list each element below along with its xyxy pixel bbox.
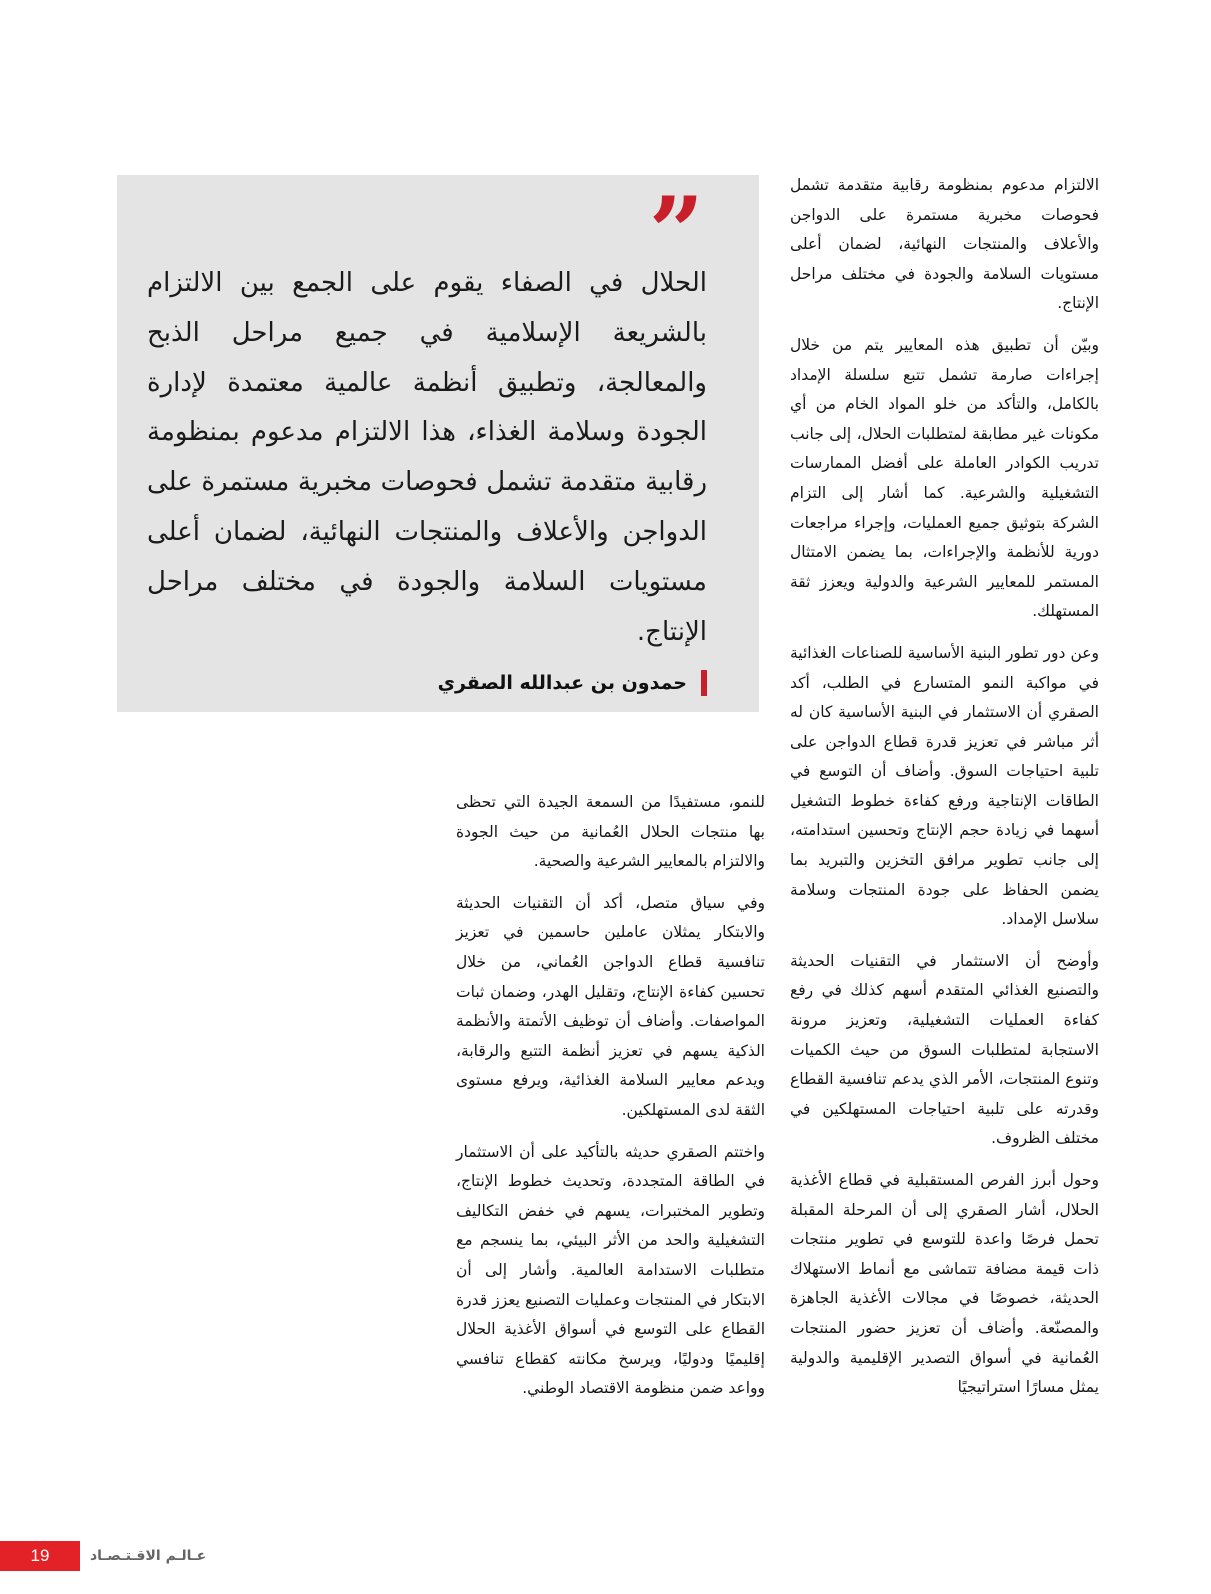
- pullquote-author: حمدون بن عبدالله الصقري: [437, 672, 687, 694]
- page-footer: [0, 1541, 206, 1571]
- pullquote-box: [117, 175, 759, 712]
- paragraph: الالتزام مدعوم بمنظومة رقابية متقدمة تشمل فحوصات مخبرية مستمرة على الدواجن والأعلاف والمنتجات النهائية، لضمان أعلى مستويات السلامة والجودة في مختلف مراحل الإنتاج.: [790, 176, 1099, 313]
- magazine-name: عـالـم الاقـتـصـاد: [90, 1548, 207, 1564]
- paragraph: واختتم الصقري حديثه بالتأكيد على أن الاستثمار في الطاقة المتجددة، وتحديث خطوط الإنتاج، وتطوير المختبرات، يسهم في خفض التكاليف التشغيلية والحد من الأثر البيئي، بما ينسجم مع متطلبات الاستدامة العالمية. وأشار إلى أن الابتكار في المنتجات وعمليات التصنيع يعزز قدرة القطاع على التوسع في أسواق الأغذية الحلال إقليميًا ودوليًا، ويرسخ مكانته كقطاع تنافسي وواعد ضمن منظومة الاقتصاد الوطني.: [456, 1142, 765, 1398]
- paragraph: وفي سياق متصل، أكد أن التقنيات الحديثة والابتكار يمثلان عاملين حاسمين في تعزيز تنافسية قطاع الدواجن العُماني، من خلال تحسين كفاءة الإنتاج، وتقليل الهدر، وضمان ثبات المواصفات. وأضاف أن توظيف الأتمتة والأنظمة الذكية يسهم في تعزيز أنظمة التتبع والرقابة، ويدعم معايير السلامة الغذائية، ويرفع مستوى الثقة لدى المستهلكين.: [456, 893, 765, 1119]
- pullquote-attribution: [438, 670, 707, 696]
- article-column-middle: [456, 788, 765, 1416]
- pullquote-text: الحلال في الصفاء يقوم على الجمع بين الالتزام بالشريعة الإسلامية في جميع مراحل الذبح والمعالجة، وتطبيق أنظمة عالمية معتمدة لإدارة الجودة وسلامة الغذاء، هذا الالتزام مدعوم بمنظومة رقابية متقدمة تشمل فحوصات مخبرية مستمرة على الدواجن والأعلاف والمنتجات النهائية، لضمان أعلى مستويات السلامة والجودة في مختلف مراحل الإنتاج.: [147, 268, 707, 647]
- paragraph: وعن دور تطور البنية الأساسية للصناعات الغذائية في مواكبة النمو المتسارع في الطلب، أكد الصقري أن الاستثمار في البنية الأساسية كان له أثر مباشر في تعزيز قدرة قطاع الدواجن على تلبية احتياجات السوق. وأضاف أن التوسع في الطاقات الإنتاجية ورفع كفاءة خطوط التشغيل أسهما في زيادة حجم الإنتاج وتحسين استدامته، إلى جانب تطوير مرافق التخزين والتبريد بما يضمن الحفاظ على جودة المنتجات وسلامة سلاسل الإمداد.: [790, 643, 1099, 929]
- article-column-right: [790, 171, 1099, 1415]
- paragraph: وأوضح أن الاستثمار في التقنيات الحديثة والتصنيع الغذائي المتقدم أسهم كذلك في رفع كفاءة العمليات التشغيلية، وتعزيز مرونة الاستجابة لمتطلبات السوق من حيث الكميات وتنوع المنتجات، الأمر الذي يدعم تنافسية القطاع وقدرته على تلبية احتياجات المستهلكين في مختلف الظروف.: [790, 951, 1099, 1148]
- attribution-bar: [701, 670, 707, 696]
- paragraph: وبيّن أن تطبيق هذه المعايير يتم من خلال إجراءات صارمة تشمل تتبع سلسلة الإمداد بالكامل، والتأكد من خلو المواد الخام من أي مكونات غير مطابقة لمتطلبات الحلال، إلى جانب تدريب الكوادر العاملة على أفضل الممارسات التشغيلية والشرعية. كما أشار إلى التزام الشركة بتوثيق جميع العمليات، وإجراء مراجعات دورية للأنظمة والإجراءات، بما يضمن الامتثال المستمر للمعايير الشرعية والدولية ويعزز ثقة المستهلك.: [790, 335, 1099, 621]
- page-number: 19: [0, 1541, 80, 1571]
- paragraph: للنمو، مستفيدًا من السمعة الجيدة التي تحظى بها منتجات الحلال العُمانية من حيث الجودة والالتزام بالمعايير الشرعية والصحية.: [456, 793, 765, 871]
- quote-mark-icon: ”: [648, 176, 704, 289]
- paragraph: وحول أبرز الفرص المستقبلية في قطاع الأغذية الحلال، أشار الصقري إلى أن المرحلة المقبلة تحمل فرصًا واعدة للتوسع في تطوير منتجات ذات قيمة مضافة تتماشى مع أنماط الاستهلاك الحديثة، خصوصًا في مجالات الأغذية الجاهزة والمصنّعة. وأضاف أن تعزيز حضور المنتجات العُمانية في أسواق التصدير الإقليمية والدولية يمثل مسارًا استراتيجيًا: [790, 1171, 1099, 1397]
